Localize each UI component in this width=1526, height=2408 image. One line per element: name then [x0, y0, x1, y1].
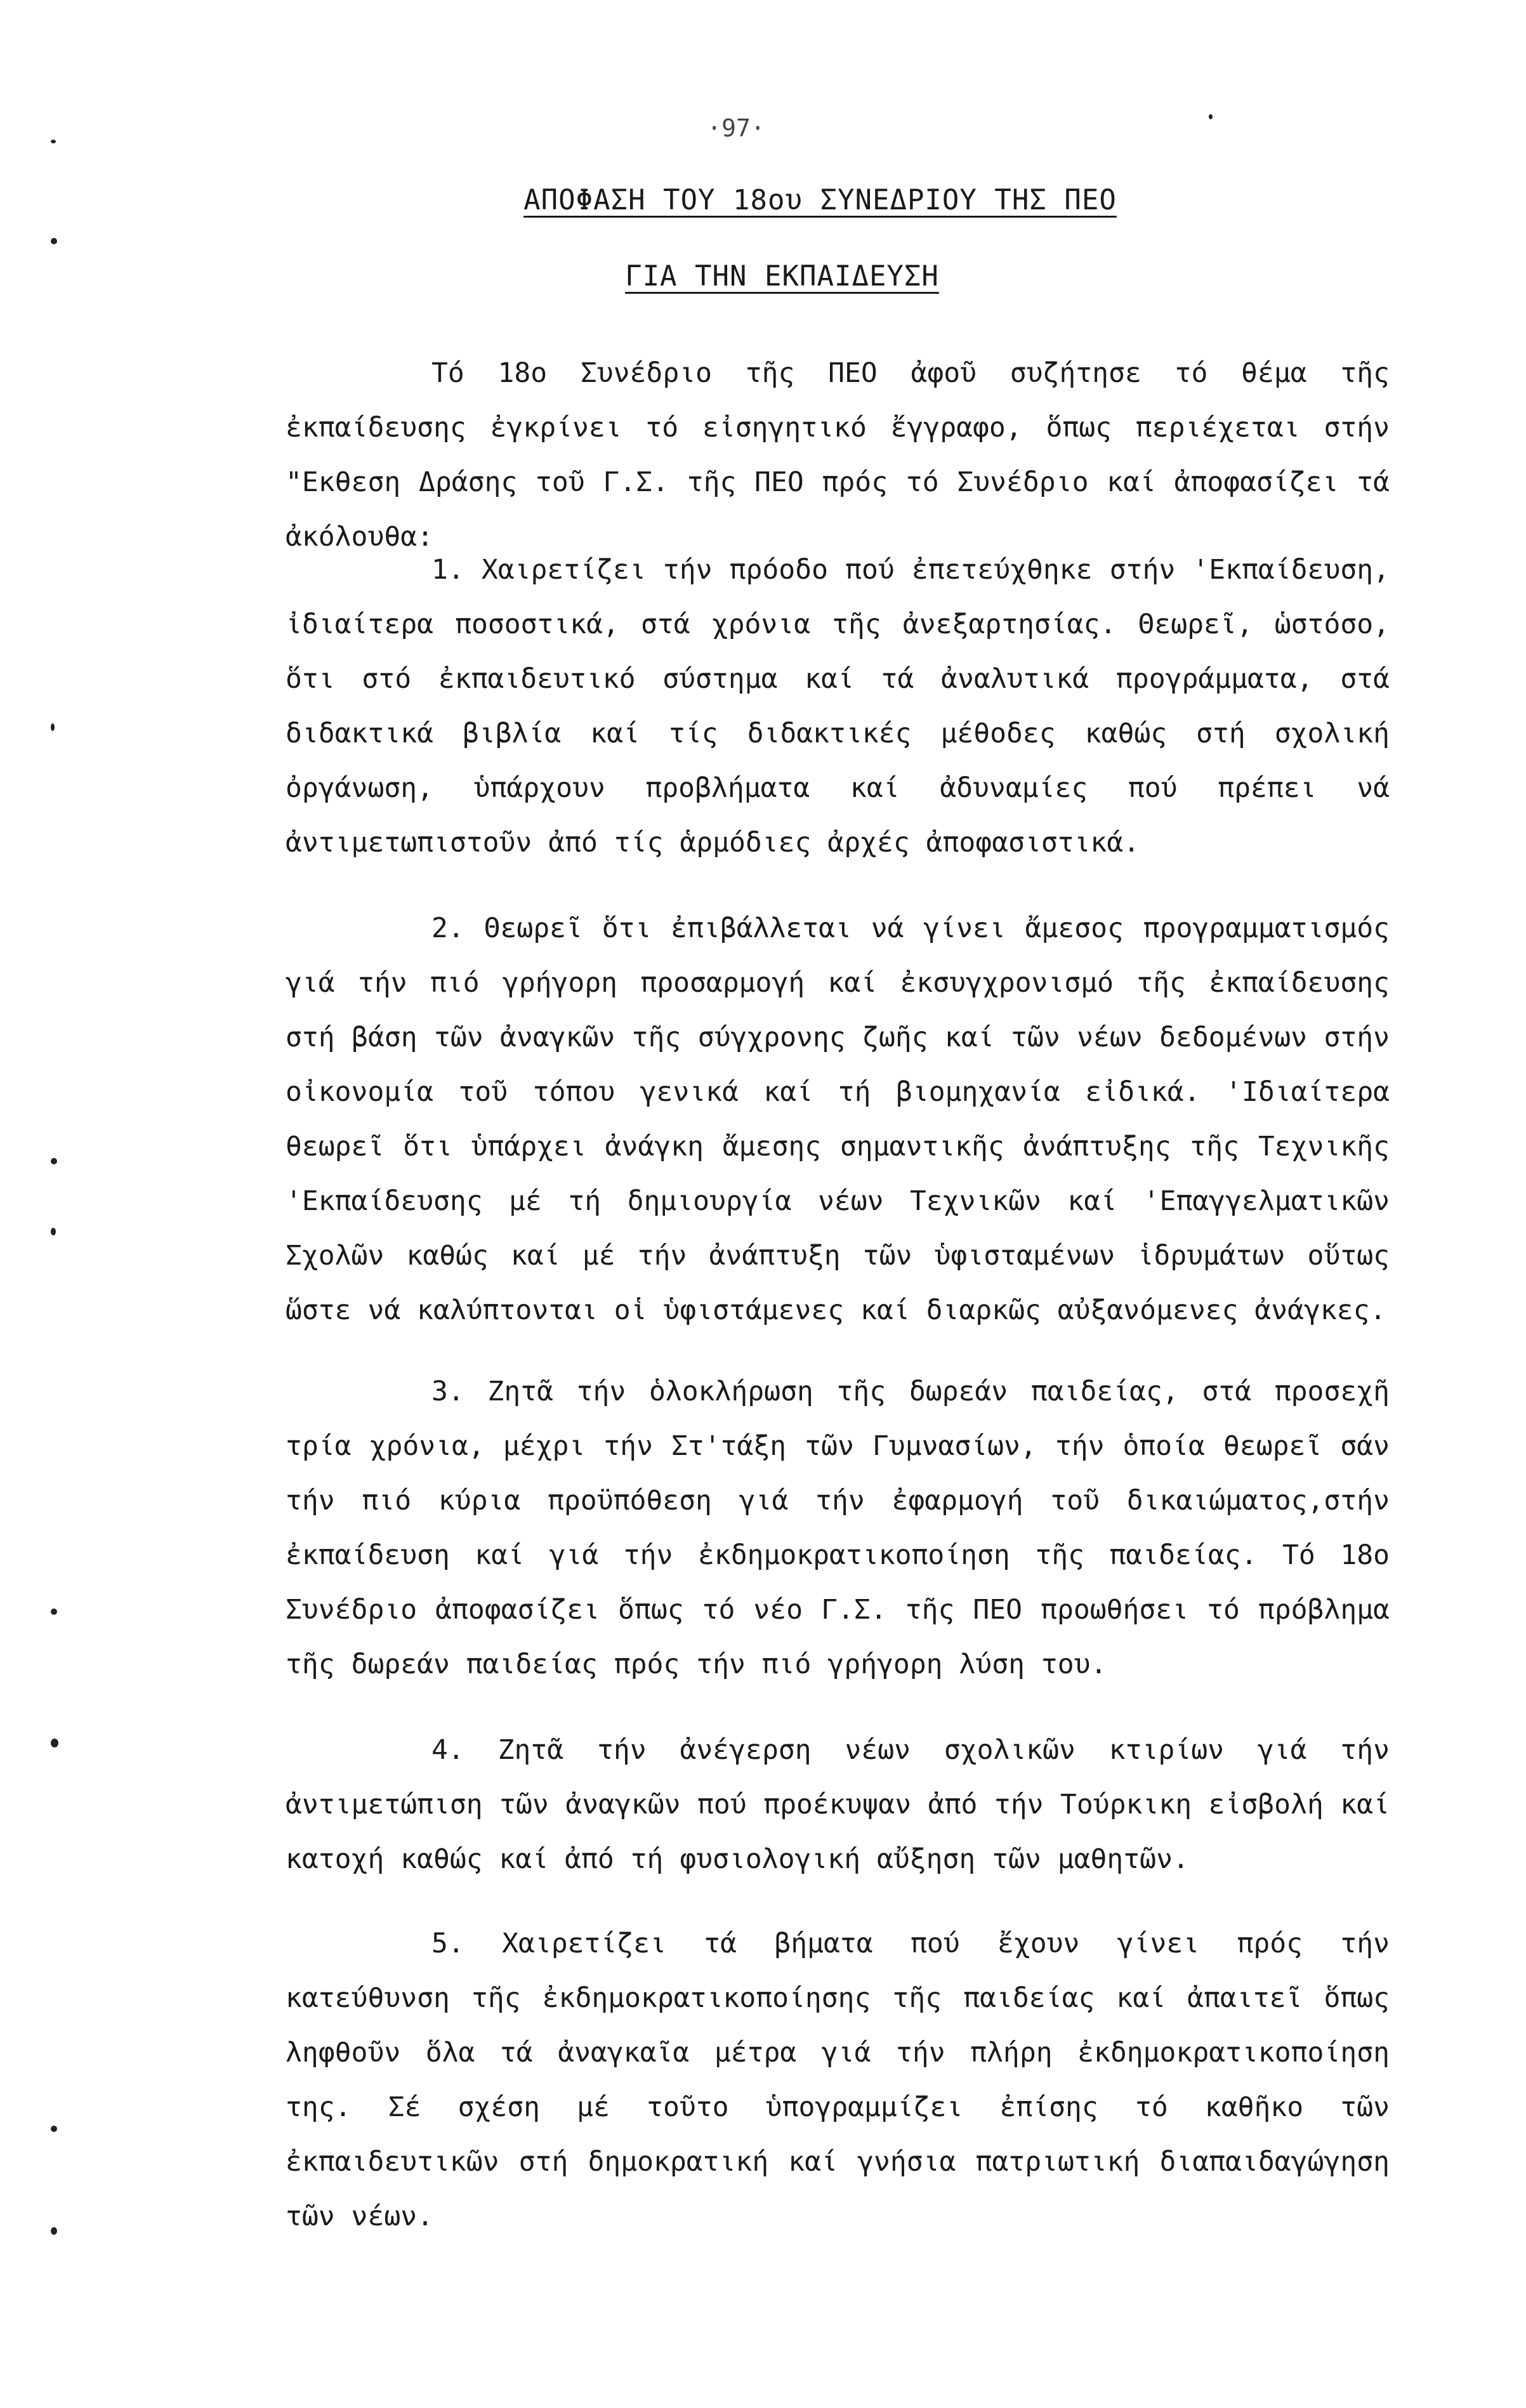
paragraph-4 [286, 1723, 1390, 1886]
scan-speck [51, 238, 57, 244]
paragraph-4-text: 4. Ζητᾶ τήν ἀνέγερση νέων σχολικῶν κτιρίων γιά τήν ἀντιμετώπιση τῶν ἀναγκῶν πού προέκυψαν ἀπό τήν Τούρκικη εἰσβολή καί κατοχή καθώς καί ἀπό τή φυσιολογική αὔξηση τῶν μαθητῶν. [286, 1734, 1390, 1875]
paragraph-3 [286, 1364, 1390, 1692]
paragraph-5 [286, 1916, 1390, 2244]
page-number: ·97· [707, 114, 765, 142]
paragraph-5-text: 5. Χαιρετίζει τά βήματα πού ἔχουν γίνει πρός τήν κατεύθυνση τῆς ἐκδημοκρατικοποίησης τῆς παιδείας καί ἀπαιτεῖ ὅπως ληφθοῦν ὅλα τά ἀναγκαῖα μέτρα γιά τήν πλήρη ἐκδημοκρατικοποίηση της. Σέ σχέση μέ τοῦτο ὑπογραμμίζει ἐπίσης τό καθῆκο τῶν ἐκπαιδευτικῶν στή δημοκρατική καί γνήσια πατριωτική διαπαιδαγώγηση τῶν νέων. [286, 1928, 1390, 2232]
paragraph-2-text: 2. Θεωρεῖ ὅτι ἐπιβάλλεται νά γίνει ἄμεσος προγραμματισμός γιά τήν πιό γρήγορη προσαρμογή καί ἐκσυγχρονισμό τῆς ἐκπαίδευσης στή βάση τῶν ἀναγκῶν τῆς σύγχρονης ζωῆς καί τῶν νέων δεδομένων στήν οἰκονομία τοῦ τόπου γενικά καί τή βιομηχανία εἰδικά. 'Ιδιαίτερα θεωρεῖ ὅτι ὑπάρχει ἀνάγκη ἄμεσης σημαντικῆς ἀνάπτυξης τῆς Τεχνικῆς 'Εκπαίδευσης μέ τή δημιουργία νέων Τεχνικῶν καί 'Επαγγελματικῶν Σχολῶν καθώς καί μέ τήν ἀνάπτυξη τῶν ὑφισταμένων ἱδρυμάτων οὕτως ὥστε νά καλύπτονται οἱ ὑφιστάμενες καί διαρκῶς αὐξανόμενες ἀνάγκες. [286, 912, 1390, 1326]
paragraph-2 [286, 901, 1390, 1338]
paragraph-1-text: 1. Χαιρετίζει τήν πρόοδο πού ἐπετεύχθηκε στήν 'Εκπαίδευση, ἰδιαίτερα ποσοστικά, στά χρόνια τῆς ἀνεξαρτησίας. Θεωρεῖ, ὡστόσο, ὅτι στό ἐκπαιδευτικό σύστημα καί τά ἀναλυτικά προγράμματα, στά διδακτικά βιβλία καί τίς διδακτικές μέθοδες καθώς στή σχολική ὀργάνωση, ὑπάρχουν προβλήματα καί ἀδυναμίες πού πρέπει νά ἀντιμετωπιστοῦν ἀπό τίς ἁρμόδιες ἀρχές ἀποφασιστικά. [286, 554, 1390, 859]
scan-speck [51, 1228, 56, 1235]
scan-speck [51, 1739, 58, 1747]
document-title: ΑΠΟΦΑΣΗ ΤΟΥ 18ου ΣΥΝΕΔΡΙΟΥ ΤΗΣ ΠΕΟ [523, 184, 1117, 216]
scan-speck [51, 1609, 57, 1615]
intro-paragraph-text: Τό 18ο Συνέδριο τῆς ΠΕΟ ἀφοῦ συζήτησε τό θέμα τῆς ἐκπαίδευσης ἐγκρίνει τό εἰσηγητικό ἔγγραφο, ὅπως περιέχεται στήν "Εκθεση Δράσης τοῦ Γ.Σ. τῆς ΠΕΟ πρός τό Συνέδριο καί ἀποφασίζει τά ἀκόλουθα: [286, 357, 1390, 553]
scan-speck [51, 723, 55, 731]
document-subtitle: ΓΙΑ ΤΗΝ ΕΚΠΑΙΔΕΥΣΗ [625, 260, 939, 293]
scan-speck [51, 140, 56, 143]
scan-speck [1209, 114, 1213, 119]
paragraph-1 [286, 543, 1390, 870]
scan-speck [51, 2227, 57, 2235]
scan-speck [51, 1158, 57, 1164]
paragraph-3-text: 3. Ζητᾶ τήν ὁλοκλήρωση τῆς δωρεάν παιδείας, στά προσεχῆ τρία χρόνια, μέχρι τήν Στ'τάξη τῶν Γυμνασίων, τήν ὁποία θεωρεῖ σάν τήν πιό κύρια προϋπόθεση γιά τήν ἐφαρμογή τοῦ δικαιώματος,στήν ἐκπαίδευση καί γιά τήν ἐκδημοκρατικοποίηση τῆς παιδείας. Τό 18ο Συνέδριο ἀποφασίζει ὅπως τό νέο Γ.Σ. τῆς ΠΕΟ προωθήσει τό πρόβλημα τῆς δωρεάν παιδείας πρός τήν πιό γρήγορη λύση του. [286, 1376, 1390, 1680]
scan-speck [51, 2126, 57, 2132]
intro-paragraph [286, 346, 1390, 564]
